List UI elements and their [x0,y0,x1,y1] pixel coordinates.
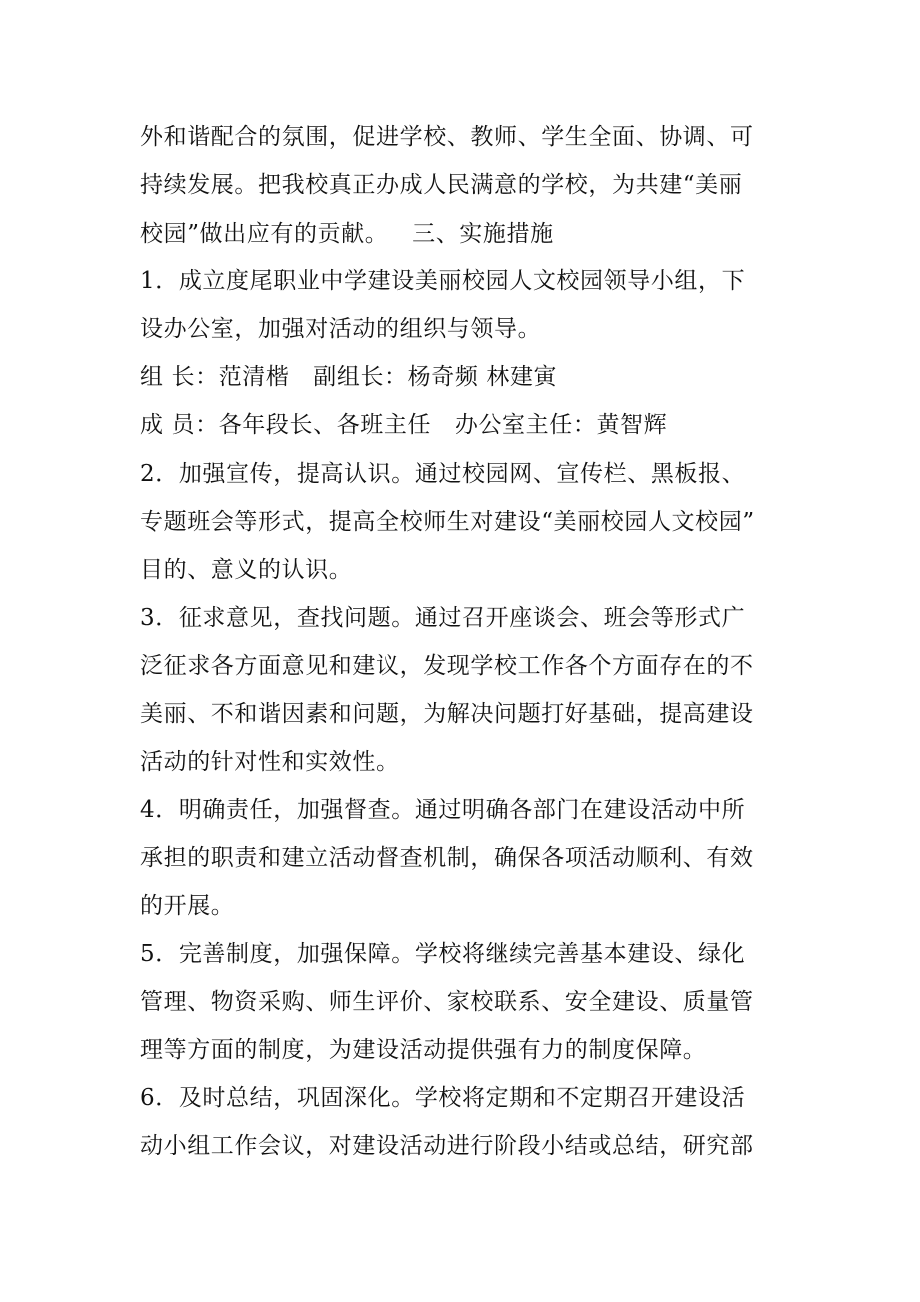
text-line: 美丽、不和谐因素和问题，为解决问题打好基础，提高建设 [140,701,754,727]
text-line: 理等方面的制度，为建设活动提供强有力的制度保障。 [140,1037,707,1063]
text-line: 外和谐配合的氛围，促进学校、教师、学生全面、协调、可 [140,124,754,150]
text-line: 动小组工作会议，对建设活动进行阶段小结或总结，研究部 [140,1133,754,1159]
text-line: 承担的职责和建立活动督查机制，确保各项活动顺利、有效 [140,845,754,871]
text-line: 组 长：范清楷 副组长：杨奇频 林建寅 [140,364,558,390]
text-line: 成 员：各年段长、各班主任 办公室主任：黄智辉 [140,412,668,438]
text-line: 2．加强宣传，提高认识。通过校园网、宣传栏、黑板报、 [140,461,746,487]
text-line: 目的、意义的认识。 [140,557,353,583]
text-line: 持续发展。把我校真正办成人民满意的学校，为共建“美丽 [140,172,743,198]
text-line: 泛征求各方面意见和建议，发现学校工作各个方面存在的不 [140,653,754,679]
text-line: 3．征求意见，查找问题。通过召开座谈会、班会等形式广 [140,605,746,631]
text-line: 设办公室，加强对活动的组织与领导。 [140,316,542,342]
text-line: 5．完善制度，加强保障。学校将继续完善基本建设、绿化 [140,941,746,967]
text-line: 校园”做出应有的贡献。 三、实施措施 [140,221,554,247]
text-line: 管理、物资采购、师生评价、家校联系、安全建设、质量管 [140,989,754,1015]
text-line: 的开展。 [140,893,235,919]
text-line: 活动的针对性和实效性。 [140,749,400,775]
text-line: 4．明确责任，加强督查。通过明确各部门在建设活动中所 [140,797,746,823]
text-line: 6．及时总结，巩固深化。学校将定期和不定期召开建设活 [140,1085,746,1111]
text-line: 1．成立度尾职业中学建设美丽校园人文校园领导小组，下 [140,268,746,294]
text-line: 专题班会等形式，提高全校师生对建设“美丽校园人文校园” [140,509,755,535]
